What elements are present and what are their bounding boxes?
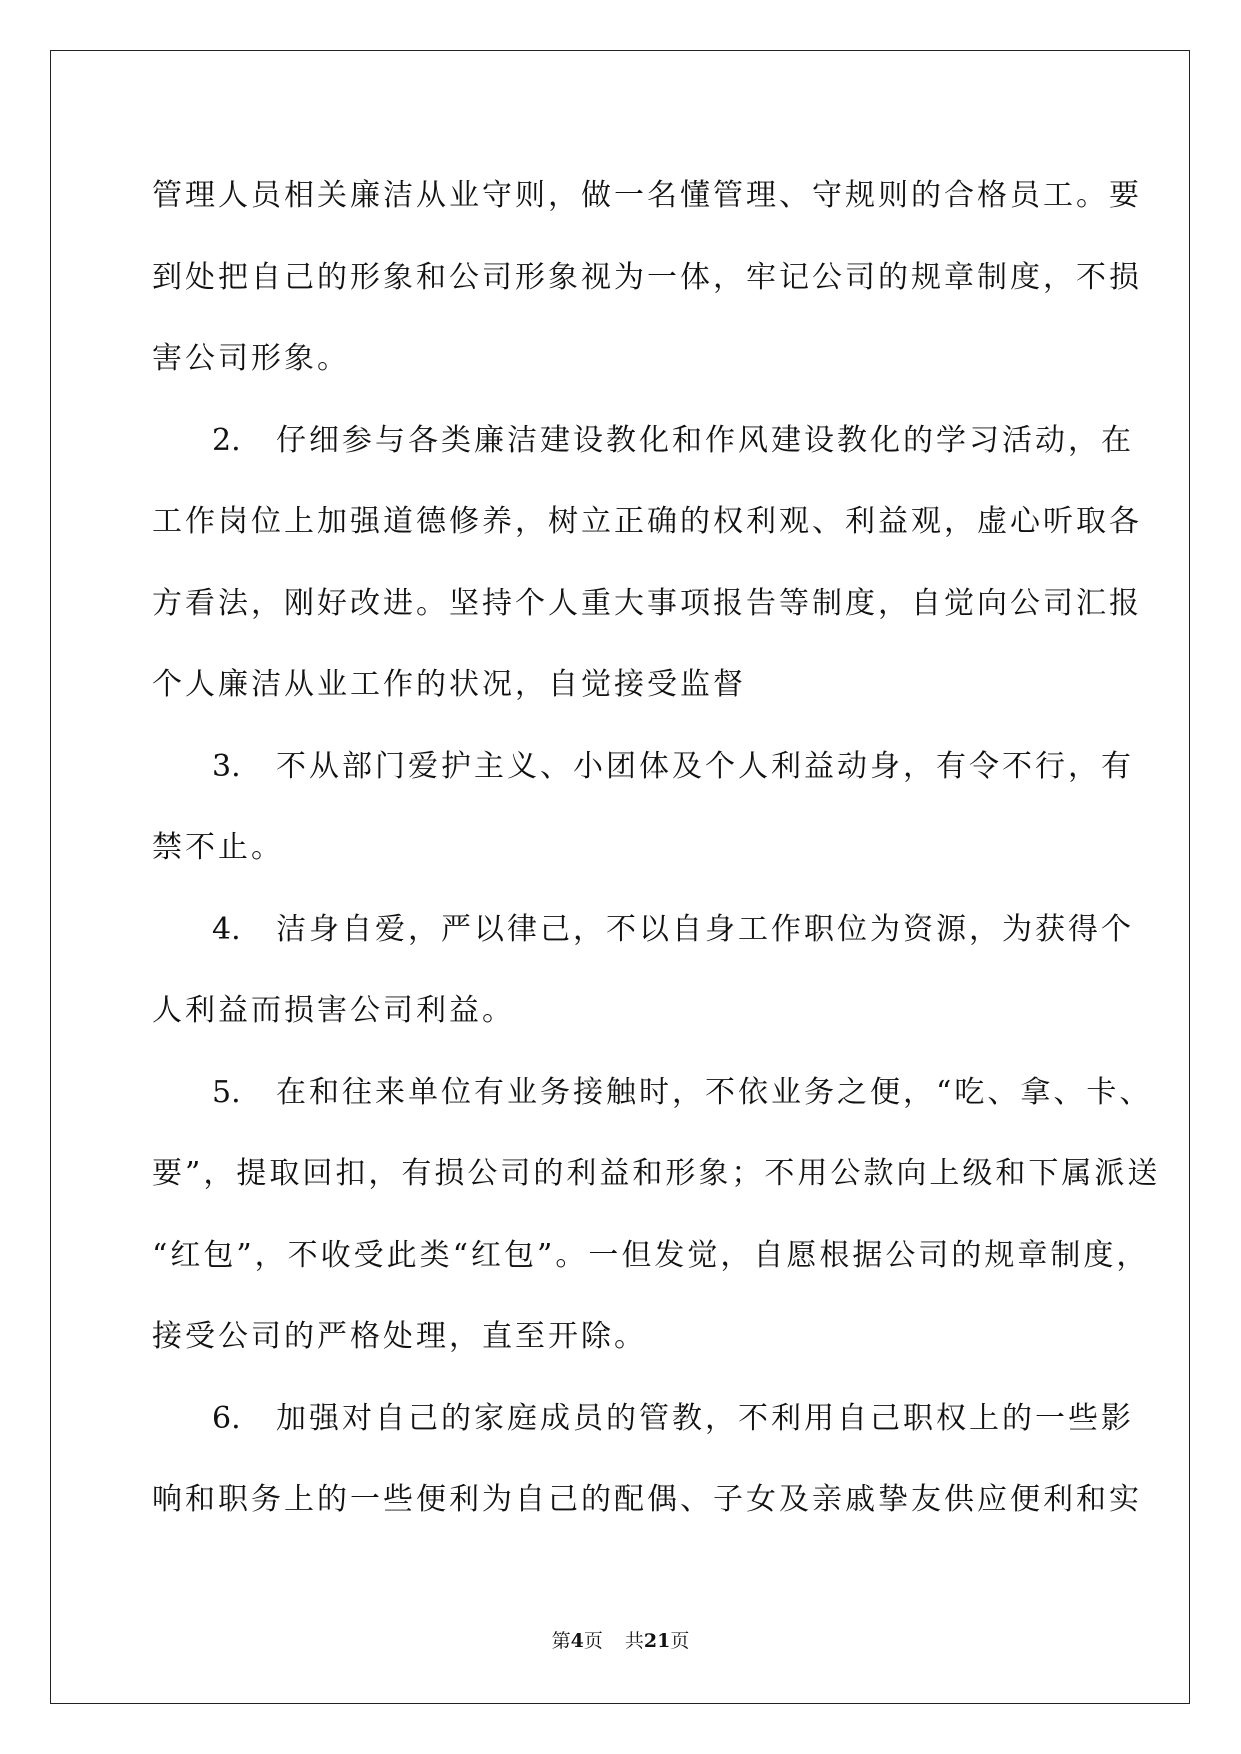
footer-prefix: 第 xyxy=(551,1630,571,1652)
list-item-4 xyxy=(152,889,1134,971)
list-item-3 xyxy=(152,726,1134,808)
page-footer xyxy=(0,1626,1241,1653)
item-text: 不从部门爱护主义、小团体及个人利益动身，有令不行，有 xyxy=(276,748,1134,784)
text-line: 禁不止。 xyxy=(152,830,284,865)
item-number: 3. xyxy=(212,748,241,784)
list-item-2 xyxy=(152,400,1134,482)
item-text: 在和往来单位有业务接触时，不依业务之便，“吃、拿、卡、 xyxy=(276,1074,1153,1110)
total-page-count: 21 xyxy=(643,1630,671,1652)
text-line: 到处把自己的形象和公司形象视为一体，牢记公司的规章制度，不损 xyxy=(152,259,1142,295)
item-text: 洁身自爱，严以律己，不以自身工作职位为资源，为获得个 xyxy=(276,911,1134,947)
item-number: 5. xyxy=(212,1074,241,1110)
current-page-number: 4 xyxy=(570,1630,584,1652)
list-item-6 xyxy=(152,1378,1134,1460)
text-line: 个人廉洁从业工作的状况，自觉接受监督 xyxy=(152,667,746,702)
item-text: 加强对自己的家庭成员的管教，不利用自己职权上的一些影 xyxy=(276,1400,1134,1436)
footer-total-suffix: 页 xyxy=(670,1630,690,1652)
text-line: 响和职务上的一些便利为自己的配偶、子女及亲戚挚友供应便利和实 xyxy=(152,1482,1142,1517)
text-line: 方看法，刚好改进。坚持个人重大事项报告等制度，自觉向公司汇报 xyxy=(152,585,1142,621)
text-line: 接受公司的严格处理，直至开除。 xyxy=(152,1319,647,1354)
text-line: 要”，提取回扣，有损公司的利益和形象；不用公款向上级和下属派送 xyxy=(152,1156,1161,1191)
item-number: 4. xyxy=(212,911,241,947)
text-line: 害公司形象。 xyxy=(152,341,350,376)
item-text: 仔细参与各类廉洁建设教化和作风建设教化的学习活动，在 xyxy=(276,422,1134,458)
text-line: 工作岗位上加强道德修养，树立正确的权利观、利益观，虚心听取各 xyxy=(152,504,1142,539)
text-line: 人利益而损害公司利益。 xyxy=(152,993,515,1028)
list-item-5 xyxy=(152,1052,1153,1134)
footer-page-suffix: 页 xyxy=(583,1630,603,1652)
footer-total-prefix: 共 xyxy=(624,1630,644,1652)
text-line: 管理人员相关廉洁从业守则，做一名懂管理、守规则的合格员工。要 xyxy=(152,178,1142,213)
item-number: 6. xyxy=(212,1400,241,1436)
document-body xyxy=(152,155,1161,1541)
item-number: 2. xyxy=(212,422,241,458)
text-line: “红包”，不收受此类“红包”。一但发觉，自愿根据公司的规章制度， xyxy=(152,1237,1150,1273)
